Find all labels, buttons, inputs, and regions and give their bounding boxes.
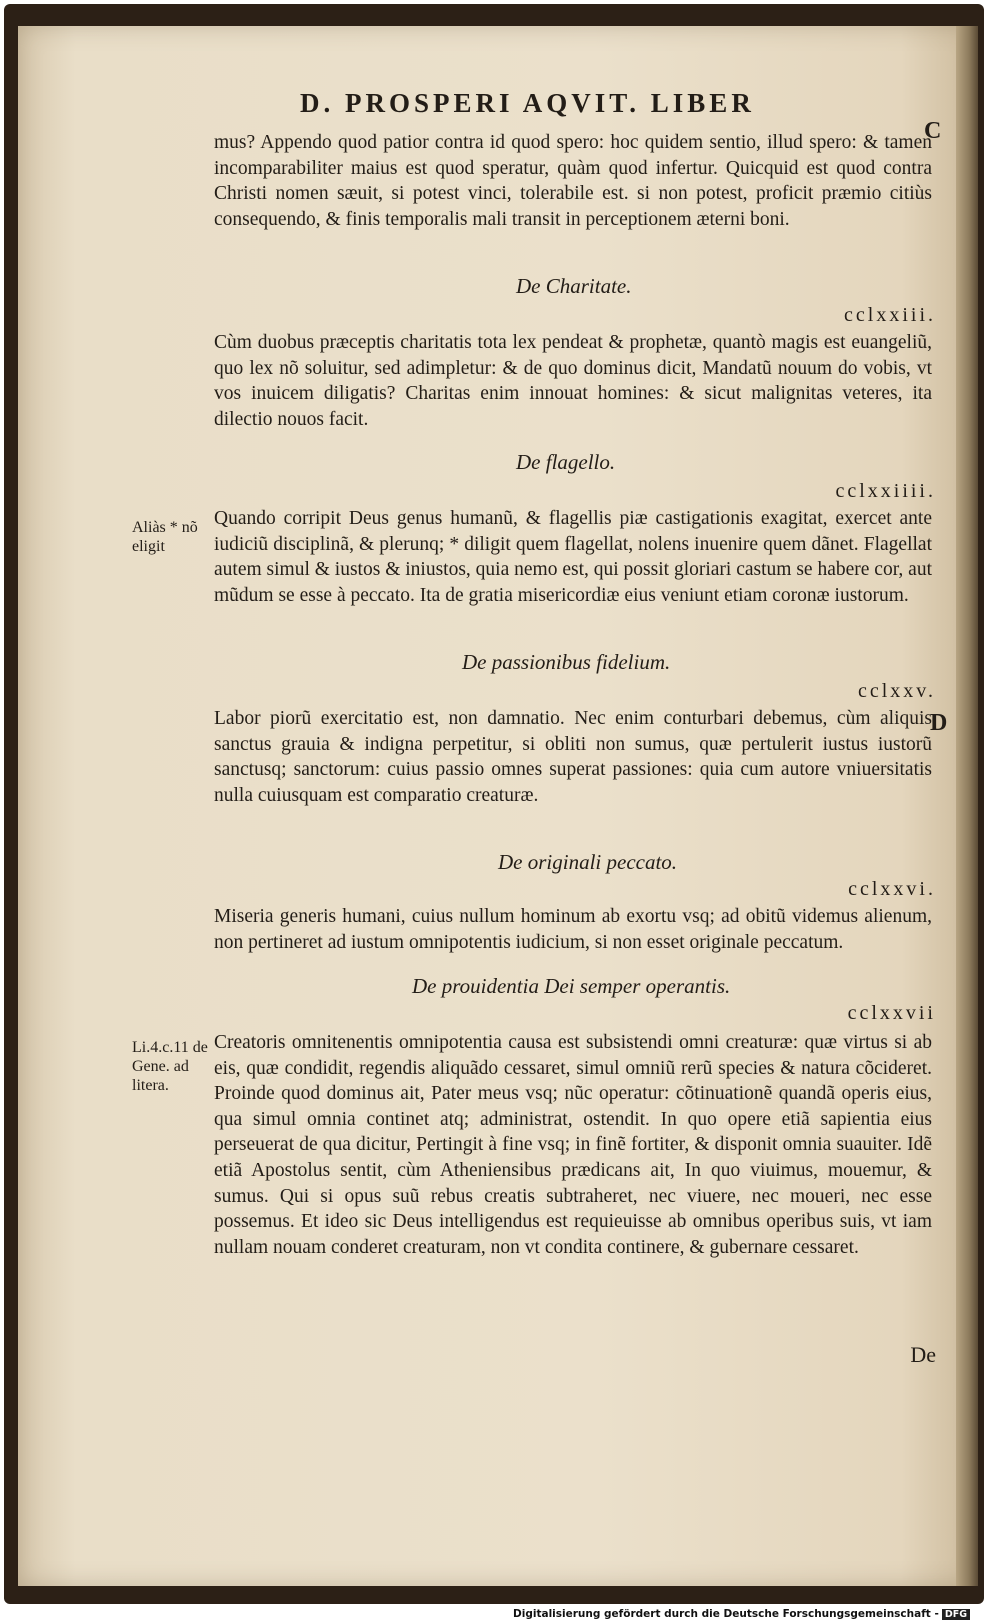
section-number: cclxxvii bbox=[847, 1002, 936, 1024]
section-heading: De Charitate. bbox=[516, 274, 632, 298]
section-heading: De originali peccato. bbox=[498, 850, 678, 874]
section-number: cclxxvi. bbox=[848, 878, 936, 900]
paragraph-text: Quando corripit Deus genus humanũ, & flagellis piæ castigationis exagitat, exercet ante iudiciũ disciplinã, & plerunq; * diligit quem flagellat, nolens inuenire quem dãnet. Flagellat autem simul & iustos & iniustos, quia nemo est, qui possit gloriari castum se habere cor, aut mũdum se esse à peccato. Ita de gratia misericordiæ eius veniunt etiam coronæ iustorum. bbox=[214, 508, 932, 606]
digitization-footer bbox=[513, 1608, 970, 1620]
margin-note: Aliàs * nõ eligit bbox=[132, 519, 198, 555]
paragraph-peccato bbox=[214, 904, 932, 955]
paragraph-text: Cùm duobus præceptis charitatis tota lex pendeat & prophetæ, quantò magis est euangeliũ, quo lex nõ soluitur, sed adimpletur: & de quo dominus dicit, Mandatũ nouum do vobis, vt vos inuicem diligatis? Charitas enim innouat homines: & sicut malignitas veteres, ita dilectio nouos facit. bbox=[214, 332, 932, 430]
dfg-logo: DFG bbox=[942, 1609, 970, 1620]
paragraph-prouidentia bbox=[214, 1030, 932, 1260]
page-edge bbox=[956, 26, 978, 1586]
section-number: cclxxiiii. bbox=[835, 480, 936, 502]
catchword: De bbox=[910, 1342, 936, 1367]
paragraph-charitate bbox=[214, 330, 932, 432]
paragraph-text: Miseria generis humani, cuius nullum hominum ab exortu vsq; ad obitũ videmus alienum, non pertineret ad iustum omnipotentis iudicium, si non esset originale peccatum. bbox=[214, 906, 932, 953]
paragraph-passionibus bbox=[214, 706, 932, 808]
margin-note: Li.4.c.11 de Gene. ad litera. bbox=[132, 1039, 208, 1094]
paragraph-flagello bbox=[214, 506, 932, 608]
paragraph-continuation bbox=[214, 130, 932, 232]
paragraph-text: mus? Appendo quod patior contra id quod spero: hoc quidem sentio, illud spero: & tamen incomparabiliter maius est quod speratur, quàm quod infertur. Quicquid est quod contra Christi nomen sæuit, si potest vinci, tolerabile est. si non potest, proficit præmio citiùs consequendo, & finis temporalis mali transit in perceptionem æterni boni. bbox=[214, 132, 932, 230]
margin-letter-c: C bbox=[924, 118, 942, 144]
paragraph-text: Labor piorũ exercitatio est, non damnatio. Nec enim conturbari debemus, cùm aliquis sanctus grauia & indigna perpetitur, si obliti non sumus, quæ pertulerit iustus iustorũ sanctusq; sanctorum: cuius passio omnes superat passiones: quia cum autore vniuersitatis nulla cuiusquam est comparatio creaturæ. bbox=[214, 708, 932, 806]
section-heading: De passionibus fidelium. bbox=[462, 650, 671, 674]
section-number: cclxxv. bbox=[857, 680, 936, 702]
margin-letter-d: D bbox=[930, 710, 948, 736]
section-number: cclxxiii. bbox=[844, 304, 936, 326]
footer-text: Digitalisierung gefördert durch die Deutsche Forschungsgemeinschaft - bbox=[513, 1608, 939, 1620]
section-heading: De flagello. bbox=[516, 450, 616, 474]
running-title: D. PROSPERI AQVIT. LIBER bbox=[300, 88, 755, 118]
section-heading: De prouidentia Dei semper operantis. bbox=[412, 974, 731, 998]
paragraph-text: Creatoris omnitenentis omnipotentia causa est subsistendi omni creaturæ: quæ virtus si ab eis, quæ condidit, regendis aliquãdo cessaret, simul omniũ rerũ species & natura cõcideret. Proinde quod dominus ait, Pater meus vsq; nũc operatur: cõtinuationẽ quandã operis eius, qua simul omnia continet atq; administrat, ostendit. In quo opere etiã sapientia eius perseuerat de qua dicitur, Pertingit à fine vsq; in finẽ fortiter, & disponit omnia suauiter. Idẽ etiã Apostolus sentit, cùm Atheniensibus prædicans ait, In quo viuimus, mouemur, & sumus. Qui si opus suũ rebus creatis subtraheret, nec viuere, nec moueri, nec esse possemus. Et ideo sic Deus intelligendus est requieuisse ab omnibus operibus suis, vt iam nullam nouam conderet creaturam, non vt condita continere, & gubernare cessaret. bbox=[214, 1032, 932, 1258]
